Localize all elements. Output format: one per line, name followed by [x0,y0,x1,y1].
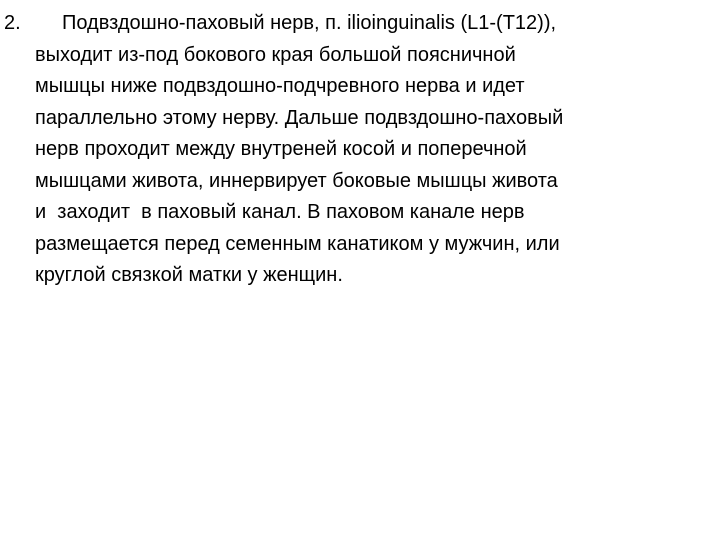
text-line: нерв проходит между внутреней косой и поперечной [35,138,527,160]
text-line: мышцы ниже подвздошно-подчревного нерва и идет [35,75,525,97]
text-line: параллельно этому нерву. Дальше подвздошно-паховый [35,106,564,129]
numbered-paragraph [4,8,712,292]
text-line: выходит из-под бокового края большой поясничной [35,43,516,66]
text-line: и заходит в паховый канал. В паховом канале нерв [35,201,525,223]
paragraph-text [4,8,712,292]
text-line: мышцами живота, иннервирует боковые мышцы живота [35,169,558,192]
text-line: Подвздошно-паховый нерв, п. ilioinguinalis (L1-(T12)), [62,12,557,34]
text-line: размещается перед семенным канатиком у мужчин, или [35,232,560,255]
item-number: 2. [4,12,21,34]
text-line: круглой связкой матки у женщин. [35,264,343,286]
